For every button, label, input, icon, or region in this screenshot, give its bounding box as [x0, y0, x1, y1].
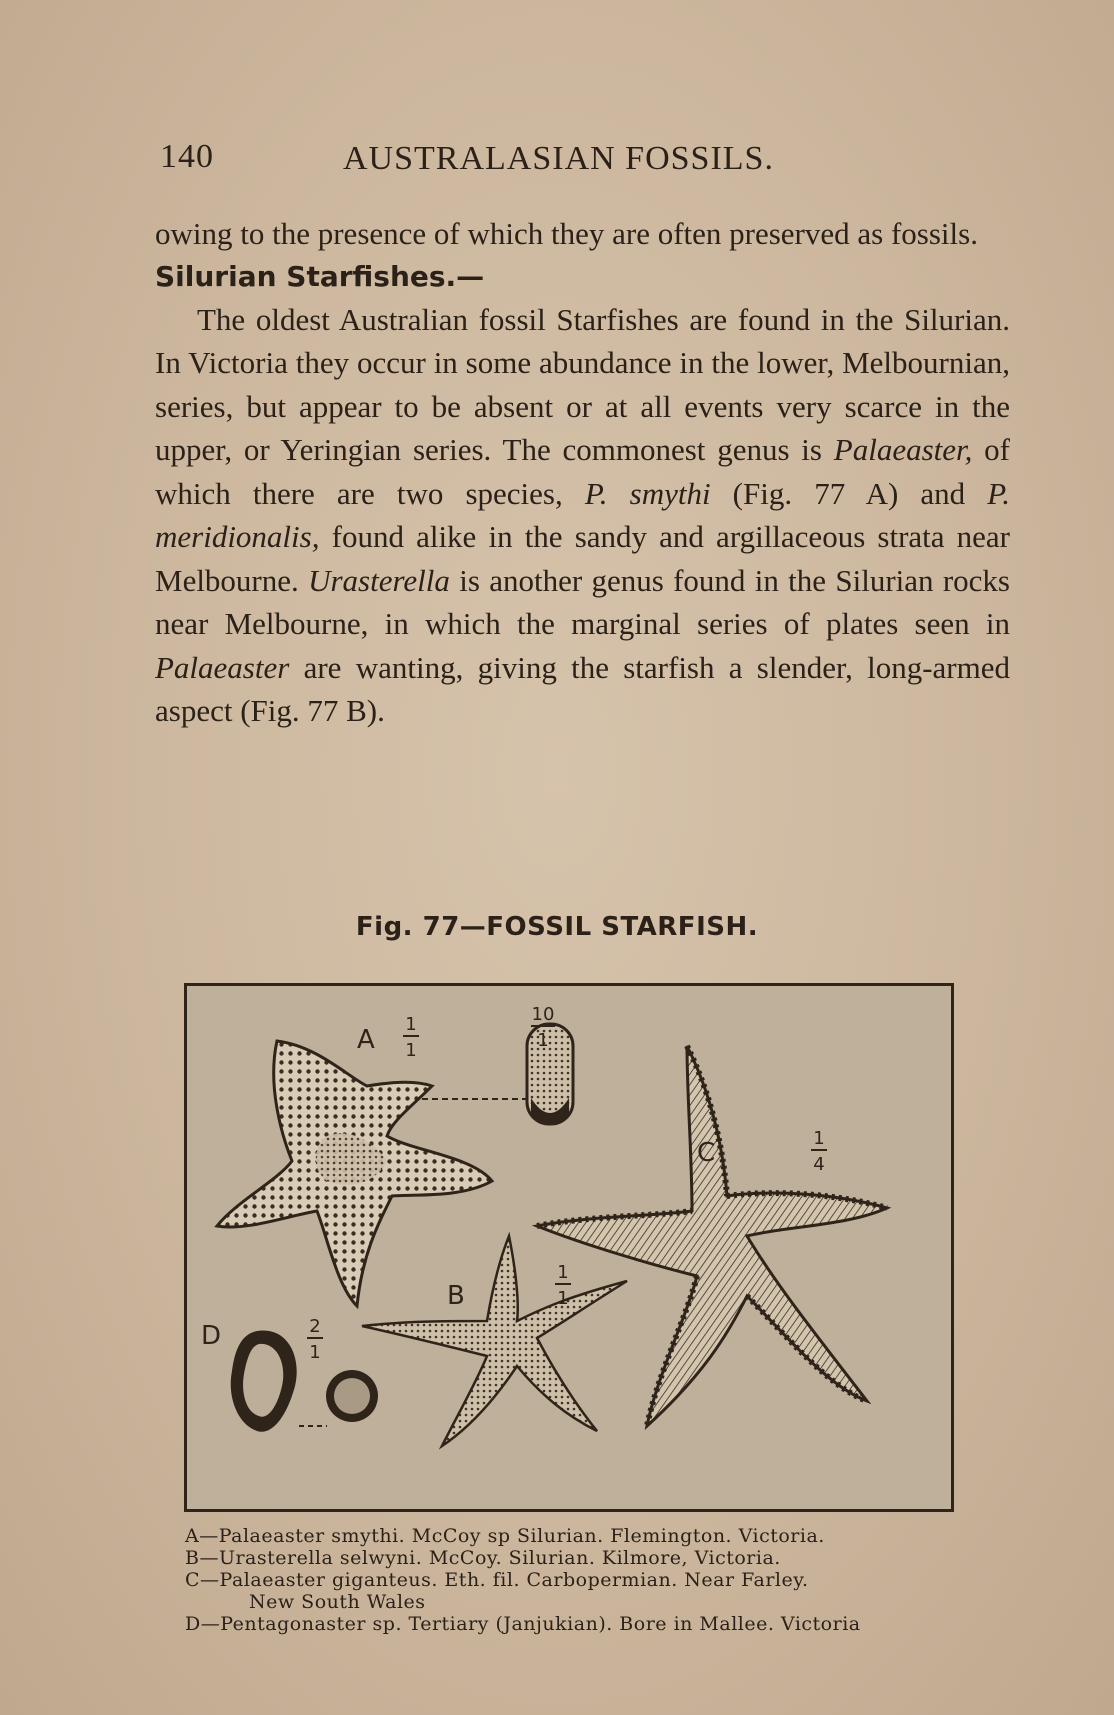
- genus-name: Urasterella: [308, 562, 450, 598]
- genus-name: Palaeaster: [155, 649, 290, 685]
- label-c: C: [697, 1138, 716, 1168]
- scale-b-numerator: 1: [557, 1262, 569, 1283]
- page-header: [160, 138, 950, 182]
- scale-d-denominator: 1: [309, 1342, 321, 1363]
- scale-detail-denominator: 1: [537, 1030, 549, 1051]
- label-b: B: [447, 1281, 465, 1311]
- scale-c-numerator: 1: [813, 1128, 825, 1149]
- starfish-a: [217, 1041, 492, 1306]
- paragraph-text: The oldest Australian fossil Starfishes are found in the Silurian. In Victoria they occur in some abundance in the lower, Melbournian, series, but appear to be absent or at all events very scarce in the upper, or Yeringian series. The commonest genus is: [155, 301, 1010, 467]
- page-number: 140: [160, 138, 214, 175]
- paragraph-text: (Fig. 77 A) and: [710, 475, 988, 511]
- scale-a-numerator: 1: [405, 1014, 417, 1035]
- fossil-starfish-illustration: [187, 986, 951, 1509]
- paragraph-text: of which there are two species,: [155, 432, 1010, 511]
- species-name: P. meridionalis,: [155, 475, 1010, 554]
- label-a: A: [357, 1025, 375, 1055]
- scale-detail-numerator: 10: [531, 1004, 555, 1025]
- legend-entry-c-continued: New South Wales: [249, 1591, 426, 1613]
- paragraph-text: are wanting, giving the starfish a slender, long-armed aspect (Fig. 77 B).: [155, 649, 1010, 728]
- scale-c-denominator: 4: [813, 1154, 825, 1175]
- body-text: [155, 212, 1010, 733]
- legend-entry-c: C—Palaeaster giganteus. Eth. fil. Carbopermian. Near Farley.: [185, 1569, 809, 1591]
- paragraph-text: is another genus found in the Silurian rocks near Melbourne, in which the marginal series of plates seen in: [155, 562, 1010, 641]
- genus-name: Palaeaster,: [833, 432, 973, 467]
- legend-entry-a: A—Palaeaster smythi. McCoy sp Silurian. Flemington. Victoria.: [185, 1525, 825, 1547]
- species-name: P. smythi: [584, 475, 711, 511]
- label-d: D: [201, 1321, 222, 1351]
- figure-caption: Fig. 77—FOSSIL STARFISH.: [355, 912, 759, 942]
- main-paragraph: [155, 298, 1010, 733]
- figure-legend: [185, 1525, 985, 1635]
- legend-entry-d: D—Pentagonaster sp. Tertiary (Janjukian). Bore in Mallee. Victoria: [185, 1613, 861, 1635]
- scale-d-numerator: 2: [309, 1316, 321, 1337]
- section-heading: Silurian Starfishes.—: [155, 259, 485, 293]
- paragraph-text: found alike in the sandy and argillaceous strata near Melbourne.: [155, 519, 1010, 598]
- lead-paragraph: owing to the presence of which they are often preserved as fossils.: [155, 216, 978, 251]
- scale-a-denominator: 1: [405, 1040, 417, 1061]
- specimen-d: [231, 1330, 378, 1431]
- starfish-c: [537, 1046, 887, 1426]
- scale-b-denominator: 1: [557, 1288, 569, 1309]
- starfish-b: [362, 1236, 627, 1446]
- legend-entry-b: B—Urasterella selwyni. McCoy. Silurian. Kilmore, Victoria.: [185, 1547, 781, 1569]
- running-title: AUSTRALASIAN FOSSILS.: [343, 140, 774, 177]
- figure-plate: [184, 983, 954, 1512]
